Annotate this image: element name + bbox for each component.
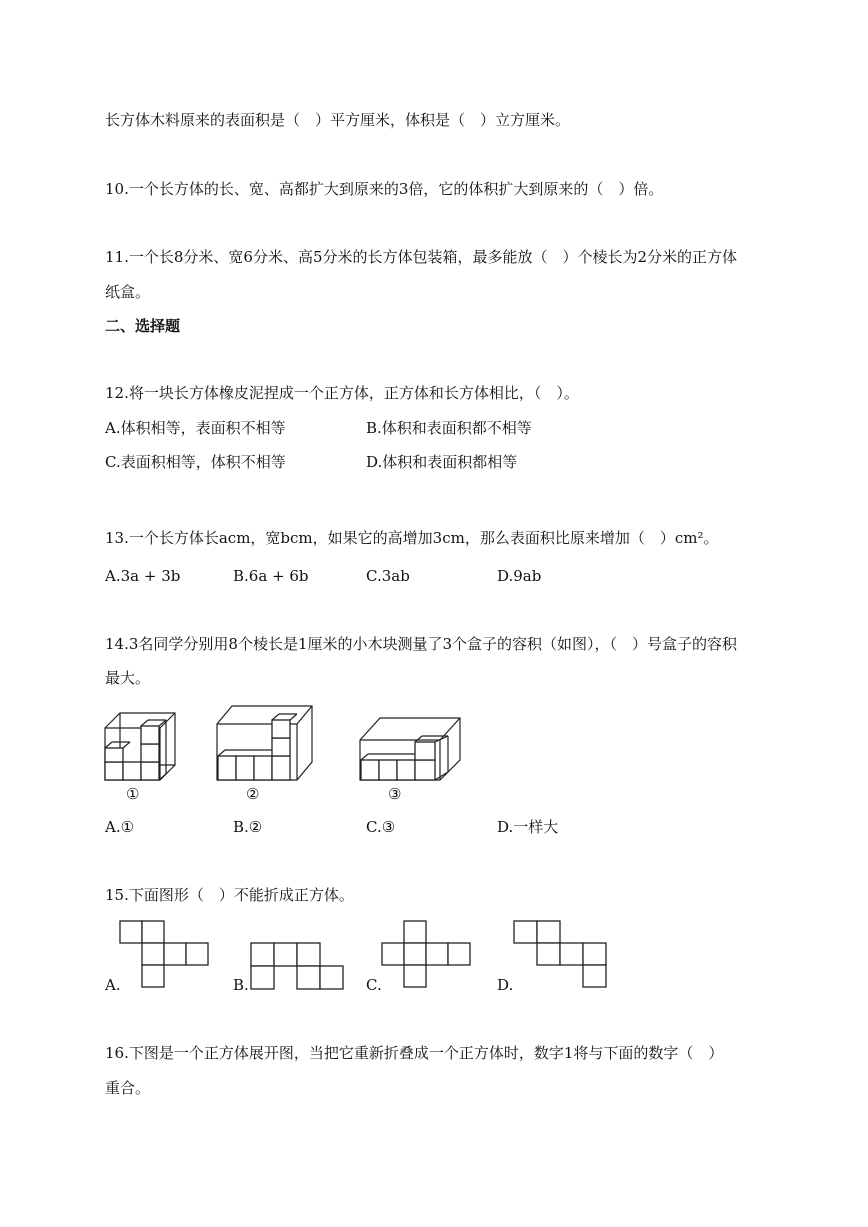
- q15-option-c: C.: [366, 976, 382, 994]
- question-16-line-2: 重合。: [105, 1079, 151, 1097]
- box-figure-3: [356, 714, 464, 784]
- q12-option-b: B.体积和表面积都不相等: [366, 419, 532, 437]
- question-11-line-1: 11.一个长8分米、宽6分米、高5分米的长方体包装箱，最多能放（ ）个棱长为2分米的正方体: [105, 248, 738, 266]
- q15-option-d: D.: [497, 976, 514, 994]
- section-heading-choice: 二、选择题: [105, 317, 181, 335]
- q14-option-a: A.①: [105, 818, 135, 836]
- question-12-stem: 12.将一块长方体橡皮泥捏成一个正方体，正方体和长方体相比，（ ）。: [105, 384, 579, 402]
- box-figure-2: [212, 704, 316, 784]
- box-1-label: ①: [126, 785, 140, 803]
- question-15-stem: 15.下面图形（ ）不能折成正方体。: [105, 886, 354, 904]
- q15-option-a: A.: [105, 976, 121, 994]
- q14-option-d: D.一样大: [497, 818, 559, 836]
- q13-option-c: C.3ab: [366, 567, 410, 585]
- cube-net-a: [119, 920, 211, 990]
- q13-option-b: B.6a + 6b: [233, 567, 309, 585]
- q13-option-d: D.9ab: [497, 567, 542, 585]
- q12-option-a: A.体积相等，表面积不相等: [105, 419, 286, 437]
- question-13-stem: 13.一个长方体长acm，宽bcm，如果它的高增加3cm，那么表面积比原来增加（ ）cm²。: [105, 529, 719, 547]
- q13-option-a: A.3a + 3b: [105, 567, 181, 585]
- q14-option-c: C.③: [366, 818, 396, 836]
- question-9-continuation: 长方体木料原来的表面积是（ ）平方厘米，体积是（ ）立方厘米。: [105, 111, 571, 129]
- box-3-label: ③: [388, 785, 402, 803]
- cube-net-c: [381, 920, 473, 990]
- q12-option-d: D.体积和表面积都相等: [366, 453, 518, 471]
- cube-net-d: [513, 920, 609, 990]
- question-11-line-2: 纸盒。: [105, 283, 151, 301]
- q12-option-c: C.表面积相等，体积不相等: [105, 453, 286, 471]
- question-16-line-1: 16.下图是一个正方体展开图，当把它重新折叠成一个正方体时，数字1将与下面的数字（ ）: [105, 1044, 724, 1062]
- question-14-line-2: 最大。: [105, 669, 151, 687]
- q15-option-b: B.: [233, 976, 249, 994]
- box-figure-1: [100, 708, 180, 784]
- question-14-line-1: 14.3名同学分别用8个棱长是1厘米的小木块测量了3个盒子的容积（如图），（ ）号盒子的容积: [105, 635, 738, 653]
- q14-option-b: B.②: [233, 818, 263, 836]
- box-2-label: ②: [246, 785, 260, 803]
- cube-net-b: [250, 942, 346, 990]
- question-10: 10.一个长方体的长、宽、高都扩大到原来的3倍，它的体积扩大到原来的（ ）倍。: [105, 180, 664, 198]
